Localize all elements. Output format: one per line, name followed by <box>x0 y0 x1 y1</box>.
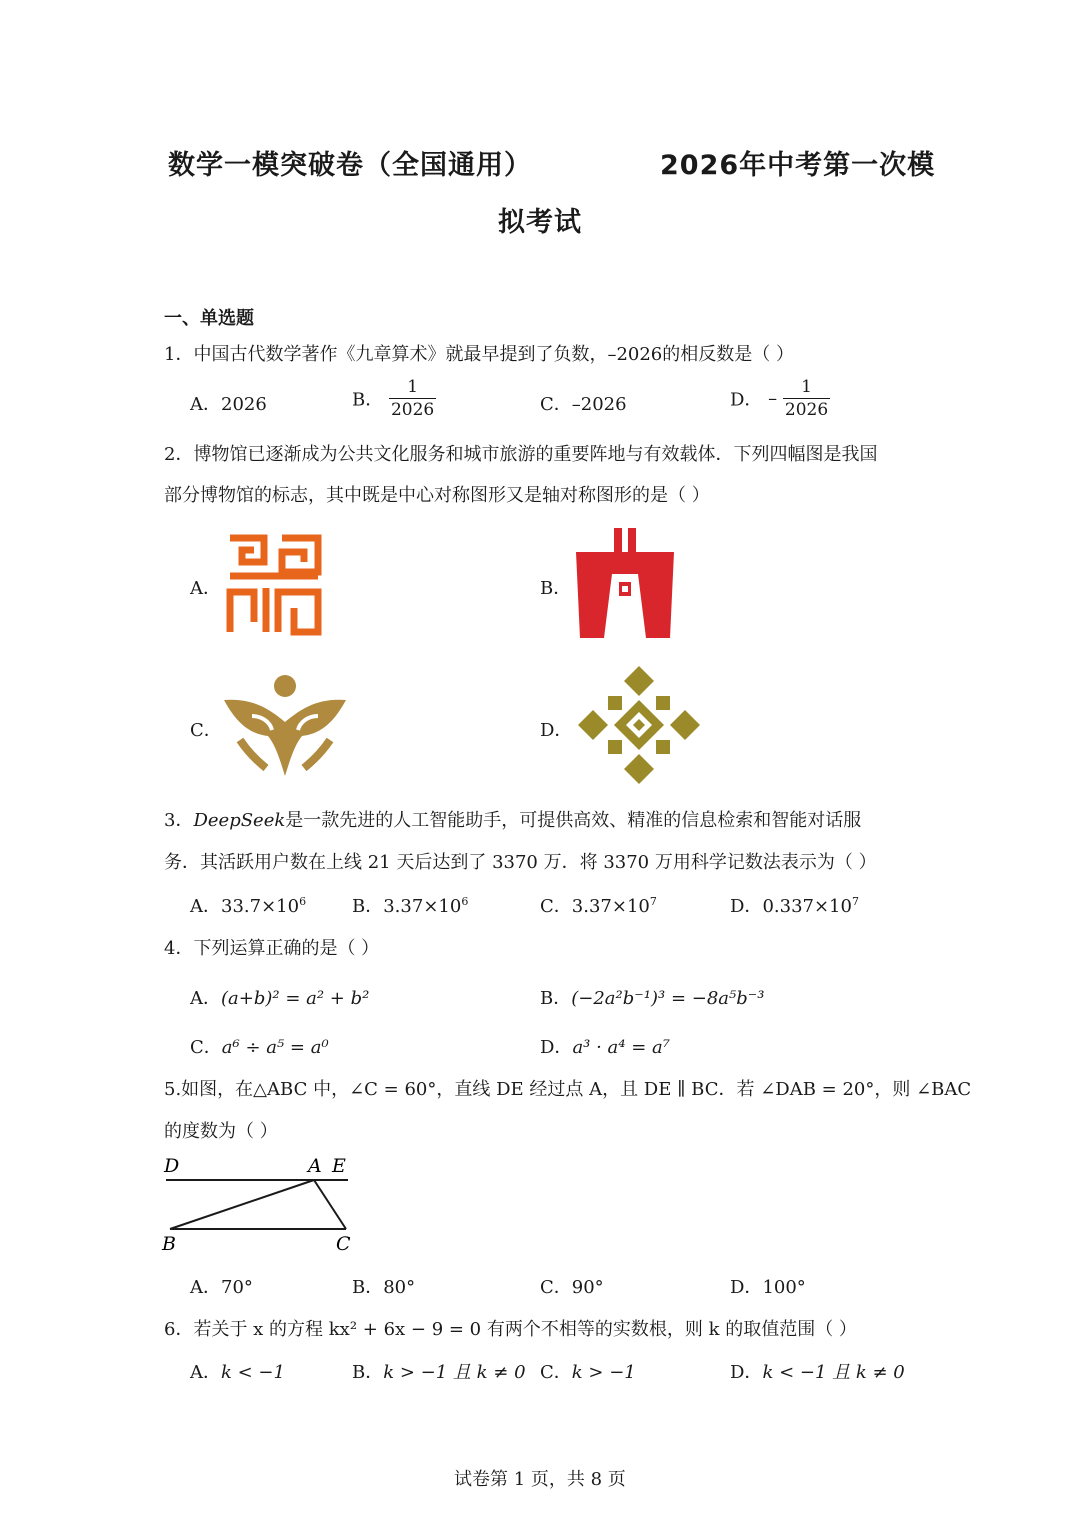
q3-c-label: C． <box>540 896 572 917</box>
q5-b-value: 80° <box>383 1277 416 1298</box>
q5-stem-line1: 5.如图，在△ABC 中，∠C = 60°，直线 DE 经过点 A，且 DE ∥ BC．若 ∠DAB = 20°，则 ∠BAC <box>164 1079 972 1100</box>
q6-d-label: D． <box>730 1362 763 1383</box>
q3-stem-line2: 务．其活跃用户数在上线 21 天后达到了 3370 万．将 3370 万用科学记数法表示为（ ） <box>164 852 877 873</box>
q3-c-exp: 7 <box>649 895 657 908</box>
logo-c-image <box>222 672 348 776</box>
q6-d-value: k < −1 且 k ≠ 0 <box>762 1362 905 1383</box>
q5-stem-line2: 的度数为（ ） <box>164 1121 278 1142</box>
q2-b-label: B． <box>540 578 572 599</box>
q3-d-exp: 7 <box>851 895 859 908</box>
q1-c-label: C． <box>540 394 572 415</box>
q4-option-c <box>190 1033 329 1059</box>
logo-d-image <box>578 666 700 784</box>
q1-b-den: 2026 <box>390 400 435 420</box>
q5-option-a <box>190 1273 253 1299</box>
q5-c-label: C． <box>540 1277 572 1298</box>
q1-d-num: 1 <box>783 376 830 399</box>
q4-option-b <box>540 984 764 1010</box>
q3-d-label: D． <box>730 896 763 917</box>
title-line2: 拟考试 <box>498 207 582 238</box>
q6-c-label: C． <box>540 1362 572 1383</box>
q6-option-a <box>190 1358 285 1384</box>
q6-c-value: k > −1 <box>571 1362 636 1383</box>
q4-c-expr: a⁶ ÷ a⁵ = a⁰ <box>221 1037 329 1058</box>
q1-d-fraction <box>783 376 830 421</box>
q4-d-label: D． <box>540 1037 573 1058</box>
q1-a-value: 2026 <box>221 394 267 415</box>
q3-c-base: 3.37×10 <box>571 896 650 917</box>
q5-a-label: A． <box>190 1277 221 1298</box>
q2-a-label: A． <box>190 578 221 599</box>
q6-option-c <box>540 1358 636 1384</box>
q3-option-d <box>730 892 859 918</box>
q3-b-label: B． <box>352 896 384 917</box>
q3-d-base: 0.337×10 <box>762 896 852 917</box>
q4-a-label: A． <box>190 988 221 1009</box>
q5-a-value: 70° <box>221 1277 253 1298</box>
q3-option-a <box>190 892 306 918</box>
label-b: B <box>162 1233 176 1255</box>
q1-d-label: D． <box>730 389 763 411</box>
q3-option-b <box>352 892 468 918</box>
label-a: A <box>308 1155 322 1177</box>
title-right: 2026年中考第一次模 <box>660 150 936 181</box>
q1-option-b <box>352 376 436 421</box>
q3-stem1: 是一款先进的人工智能助手，可提供高效、精准的信息检索和智能对话服 <box>285 810 862 831</box>
q1-d-sign: – <box>768 388 778 409</box>
q5-option-c <box>540 1273 604 1299</box>
q1-option-a <box>190 390 267 416</box>
logo-a-image <box>224 532 324 638</box>
q6-stem: 6．若关于 x 的方程 kx² + 6x − 9 = 0 有两个不相等的实数根，则 k 的取值范围（ ） <box>164 1319 857 1340</box>
q3-a-exp: 6 <box>299 895 307 908</box>
label-d: D <box>164 1155 180 1177</box>
q2-stem-line2: 部分博物馆的标志，其中既是中心对称图形又是轴对称图形的是（ ） <box>164 485 710 506</box>
q3-b-base: 3.37×10 <box>383 896 462 917</box>
q2-c-label: C． <box>190 720 222 741</box>
q4-option-d <box>540 1033 670 1059</box>
q3-b-exp: 6 <box>461 895 469 908</box>
q5-figure <box>160 1150 360 1260</box>
q6-a-value: k < −1 <box>221 1362 285 1383</box>
q4-b-expr: (−2a²b⁻¹)³ = −8a⁵b⁻³ <box>571 988 765 1009</box>
q1-b-fraction <box>389 376 436 421</box>
q5-d-label: D． <box>730 1277 763 1298</box>
q4-c-label: C． <box>190 1037 222 1058</box>
q6-a-label: A． <box>190 1362 221 1383</box>
q2-d-label: D． <box>540 720 573 741</box>
q6-option-d <box>730 1358 905 1384</box>
q4-b-label: B． <box>540 988 572 1009</box>
q4-a-expr: (a+b)² = a² + b² <box>221 988 370 1009</box>
q3-option-c <box>540 892 657 918</box>
q4-stem: 4．下列运算正确的是（ ） <box>164 938 380 959</box>
q1-b-label: B． <box>352 389 384 411</box>
q3-a-label: A． <box>190 896 221 917</box>
q5-d-value: 100° <box>762 1277 806 1298</box>
section-heading: 一、单选题 <box>164 308 254 329</box>
q4-option-a <box>190 984 369 1010</box>
q5-b-label: B． <box>352 1277 384 1298</box>
page-footer: 试卷第 1 页，共 8 页 <box>454 1469 626 1490</box>
q4-d-expr: a³ · a⁴ = a⁷ <box>572 1037 670 1058</box>
q3-stem-line1 <box>164 806 861 832</box>
q5-option-d <box>730 1273 806 1299</box>
q5-option-b <box>352 1273 415 1299</box>
q1-b-num: 1 <box>389 376 436 399</box>
segment-ab <box>170 1180 314 1229</box>
q5-c-value: 90° <box>571 1277 604 1298</box>
segment-ac <box>314 1180 346 1229</box>
q1-d-den: 2026 <box>784 400 829 420</box>
q6-option-b <box>352 1358 526 1384</box>
q1-stem: 1．中国古代数学著作《九章算术》就最早提到了负数，–2026的相反数是（ ） <box>164 344 794 365</box>
q1-option-c <box>540 390 627 416</box>
q3-brand: DeepSeek <box>193 810 286 831</box>
q2-stem-line1: 2．博物馆已逐渐成为公共文化服务和城市旅游的重要阵地与有效载体．下列四幅图是我国 <box>164 444 878 465</box>
q1-option-d <box>730 376 830 421</box>
q3-a-base: 33.7×10 <box>221 896 300 917</box>
q6-b-label: B． <box>352 1362 384 1383</box>
logo-b-image <box>574 528 676 640</box>
label-e: E <box>332 1155 346 1177</box>
q6-b-value: k > −1 且 k ≠ 0 <box>383 1362 526 1383</box>
q1-a-label: A． <box>190 394 221 415</box>
label-c: C <box>336 1233 351 1255</box>
q3-num: 3． <box>164 810 194 831</box>
q1-c-value: –2026 <box>571 394 627 415</box>
title-left: 数学一模突破卷（全国通用） <box>168 150 532 181</box>
